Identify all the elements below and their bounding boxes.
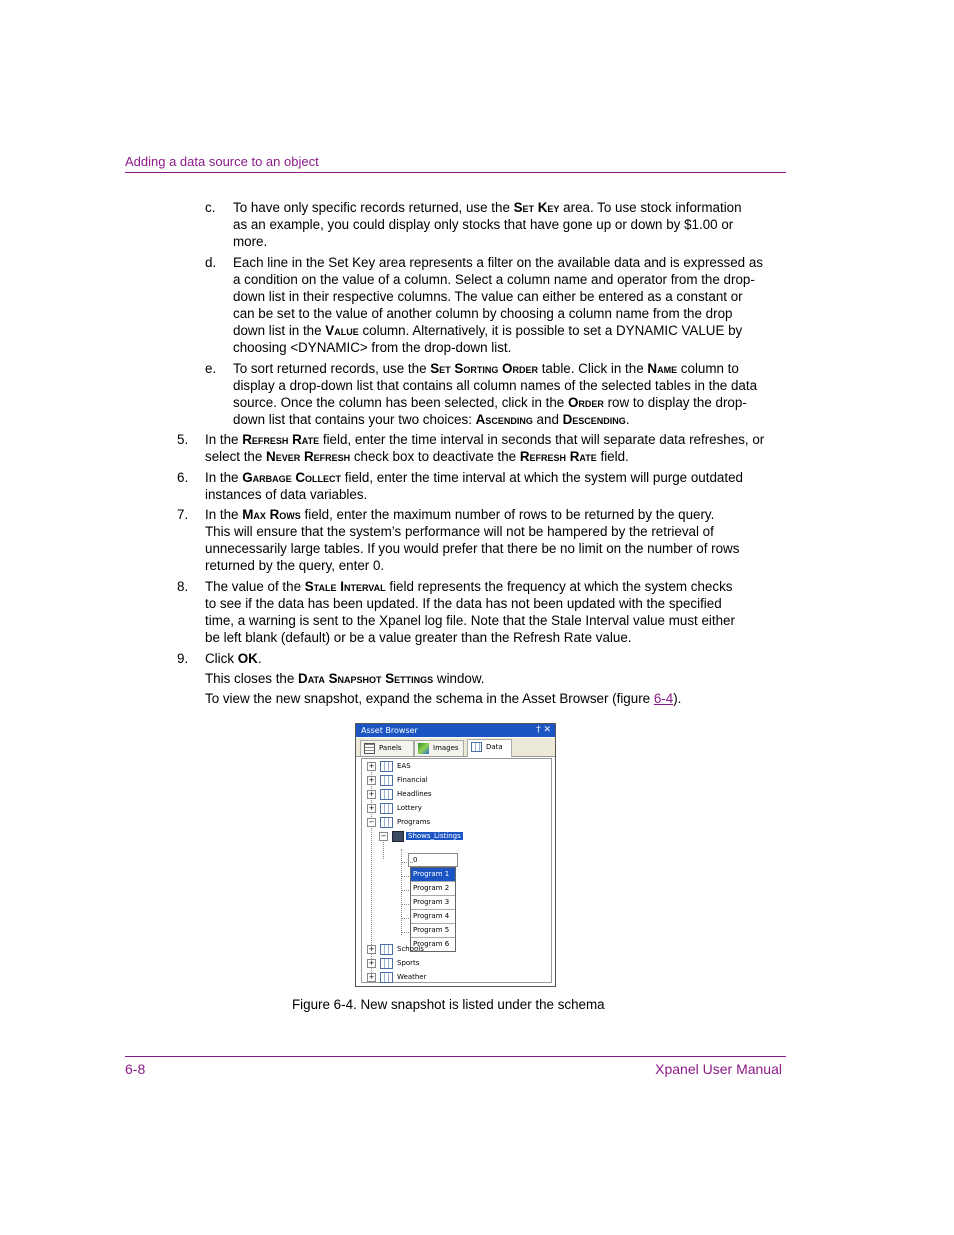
tree-item-financial[interactable]: Financial — [397, 776, 428, 784]
text-run: window. — [433, 671, 485, 686]
keyword: Name — [647, 361, 678, 376]
text-run: and — [532, 412, 563, 427]
expand-icon[interactable]: + — [368, 762, 375, 770]
text-run: . — [257, 651, 262, 666]
item-c-label: c. — [205, 200, 216, 215]
item-d-label: d. — [205, 255, 217, 270]
collapse-icon[interactable]: − — [380, 832, 387, 840]
record-item[interactable]: Program 5 — [411, 924, 455, 938]
keyword: Order — [567, 395, 604, 410]
expand-icon[interactable]: + — [368, 804, 375, 812]
data-icon — [471, 742, 482, 752]
item-c-text — [233, 199, 743, 250]
panels-icon — [364, 743, 375, 754]
text-run: field represents the frequency at which the system checks to see if the data has been updated. If the data has not been updated with the specified time, a warning is sent to the Xpanel log file. Note that the Stale Interval value must either be left blank (default) or be a value greater than the Refresh Rate value. — [205, 579, 735, 645]
text-run: Click — [205, 651, 238, 666]
item-d-text — [233, 254, 763, 356]
text-run: . — [625, 412, 630, 427]
step-9-view — [205, 690, 775, 707]
tab-label: Data — [486, 743, 503, 751]
tree-item-snapshot[interactable] — [406, 830, 463, 842]
text-run: Each line in the Set Key area represents a filter on the available data and is expressed as a condition on the value of a column. Select a column name and operator from the drop-down list in their respective columns. The value can either be entered as a constant or can be set to the value of another column by choosing a column name from the drop down list in the — [233, 255, 763, 338]
pin-close-icons[interactable]: † ✕ — [536, 725, 551, 735]
expand-icon[interactable]: + — [368, 945, 375, 953]
item-e-text — [233, 360, 761, 428]
running-footer — [125, 1056, 786, 1077]
step-8-text — [205, 578, 745, 646]
text-run: field. — [596, 449, 629, 464]
tree-item-lottery[interactable]: Lottery — [397, 804, 422, 812]
keyword: OK — [237, 651, 258, 666]
header-title: Adding a data source to an object — [125, 154, 319, 169]
text-run: column. Alternatively, it is possible to set a DYNAMIC VALUE by choosing <DYNAMIC> from the drop-down list. — [233, 323, 743, 355]
keyword: Ascending — [475, 412, 533, 427]
step-6-label: 6. — [177, 470, 189, 485]
tab-label: Images — [433, 744, 459, 752]
text-run: To view the new snapshot, expand the schema in the Asset Browser (figure — [205, 691, 654, 706]
window-title: Asset Browser — [361, 726, 418, 735]
expand-icon[interactable]: + — [368, 776, 375, 784]
asset-browser-window — [355, 723, 556, 987]
snapshot-label: Shows_Listings — [408, 832, 461, 840]
step-9-text — [205, 650, 765, 667]
text-run: To have only specific records returned, use the — [233, 200, 514, 215]
step-5-text — [205, 431, 783, 465]
page-number: 6-8 — [125, 1061, 146, 1077]
table-icon — [380, 761, 393, 772]
tree-item-sports[interactable]: Sports — [397, 959, 420, 967]
table-icon — [380, 958, 393, 969]
item-e-label: e. — [205, 361, 217, 376]
step-9-note — [205, 670, 765, 687]
tree-item-weather[interactable]: Weather — [397, 973, 427, 981]
step-8-label: 8. — [177, 579, 189, 594]
text-run: area. To use stock information as an example, you could display only stocks that have gone up or down by $1.00 or more. — [233, 200, 742, 249]
images-icon — [418, 743, 429, 754]
window-titlebar — [356, 724, 555, 737]
figure-caption: Figure 6-4. New snapshot is listed under the schema — [292, 997, 605, 1012]
text-run: The value of the — [205, 579, 305, 594]
manual-title: Xpanel User Manual — [655, 1061, 782, 1077]
tree-item-headlines[interactable]: Headlines — [397, 790, 432, 798]
text-run: check box to deactivate the — [350, 449, 520, 464]
step-6-text — [205, 469, 745, 503]
table-icon — [380, 789, 393, 800]
table-icon — [380, 944, 393, 955]
keyword: Stale Interval — [304, 579, 386, 594]
tab-bar — [356, 738, 555, 757]
text-run: table. Click in the — [537, 361, 648, 376]
record-item[interactable]: Program 6 — [413, 940, 450, 948]
keyword: Refresh Rate — [519, 449, 597, 464]
keyword: Set Key — [513, 200, 560, 215]
keyword: Refresh Rate — [242, 432, 320, 447]
text-run: In the — [205, 432, 243, 447]
text-run: field, enter the maximum number of rows to be returned by the query. This will ensure that the system’s performance will not be hampered by the retrieval of unnecessarily large tables. If you would prefer that there be no limit on the number of rows returned by the query, enter 0. — [205, 507, 740, 573]
step-5-label: 5. — [177, 432, 189, 447]
figure-link[interactable]: 6-4 — [653, 691, 674, 706]
record-item[interactable]: Program 4 — [411, 910, 455, 924]
keyword: Value — [325, 323, 359, 338]
keyword: Never Refresh — [266, 449, 351, 464]
keyword: Garbage Collect — [242, 470, 342, 485]
keyword: Max Rows — [242, 507, 301, 522]
tree-item-programs[interactable]: Programs — [397, 818, 431, 826]
tab-data[interactable] — [467, 739, 512, 757]
running-header — [125, 153, 786, 173]
text-run: This closes the — [205, 671, 299, 686]
table-icon — [380, 803, 393, 814]
table-icon — [380, 817, 393, 828]
expand-icon[interactable]: + — [368, 973, 375, 981]
expand-icon[interactable]: + — [368, 790, 375, 798]
step-7-text — [205, 506, 743, 574]
text-run: row to display the drop-down list that contains your two choices: — [233, 395, 747, 427]
snapshot-icon — [392, 831, 404, 842]
expand-icon[interactable]: + — [368, 959, 375, 967]
text-run: ). — [673, 691, 682, 706]
record-item[interactable]: Program 1 — [411, 868, 455, 882]
keyword: Data Snapshot Settings — [298, 671, 434, 686]
collapse-icon[interactable]: − — [368, 818, 375, 826]
record-list — [410, 867, 456, 952]
tab-panels[interactable] — [360, 740, 414, 756]
text-run: field, enter the time interval in seconds that will separate data refreshes, or select the — [205, 432, 765, 464]
table-icon — [380, 775, 393, 786]
text-run: To sort returned records, use the — [233, 361, 431, 376]
record-item[interactable]: Program 2 — [411, 882, 455, 896]
table-icon — [380, 972, 393, 983]
tree-item-schools[interactable]: Schools — [397, 945, 424, 953]
tab-label: Panels — [379, 744, 402, 752]
text-run: field, enter the time interval at which the system will purge outdated instances of data variables. — [205, 470, 743, 502]
text-run: In the — [205, 470, 243, 485]
schema-tree — [361, 758, 552, 983]
step-9-label: 9. — [177, 651, 189, 666]
keyword: Descending — [562, 412, 626, 427]
keyword: Set Sorting Order — [430, 361, 538, 376]
record-index[interactable]: 0 — [408, 853, 458, 867]
text-run: In the — [205, 507, 243, 522]
tab-images[interactable] — [414, 740, 464, 756]
tree-item-eas[interactable]: EAS — [397, 762, 411, 770]
text-run: column to display a drop-down list that contains all column names of the selected tables in the data source. Once the column has been selected, click in the — [233, 361, 758, 410]
record-item[interactable]: Program 3 — [411, 896, 455, 910]
step-7-label: 7. — [177, 507, 189, 522]
